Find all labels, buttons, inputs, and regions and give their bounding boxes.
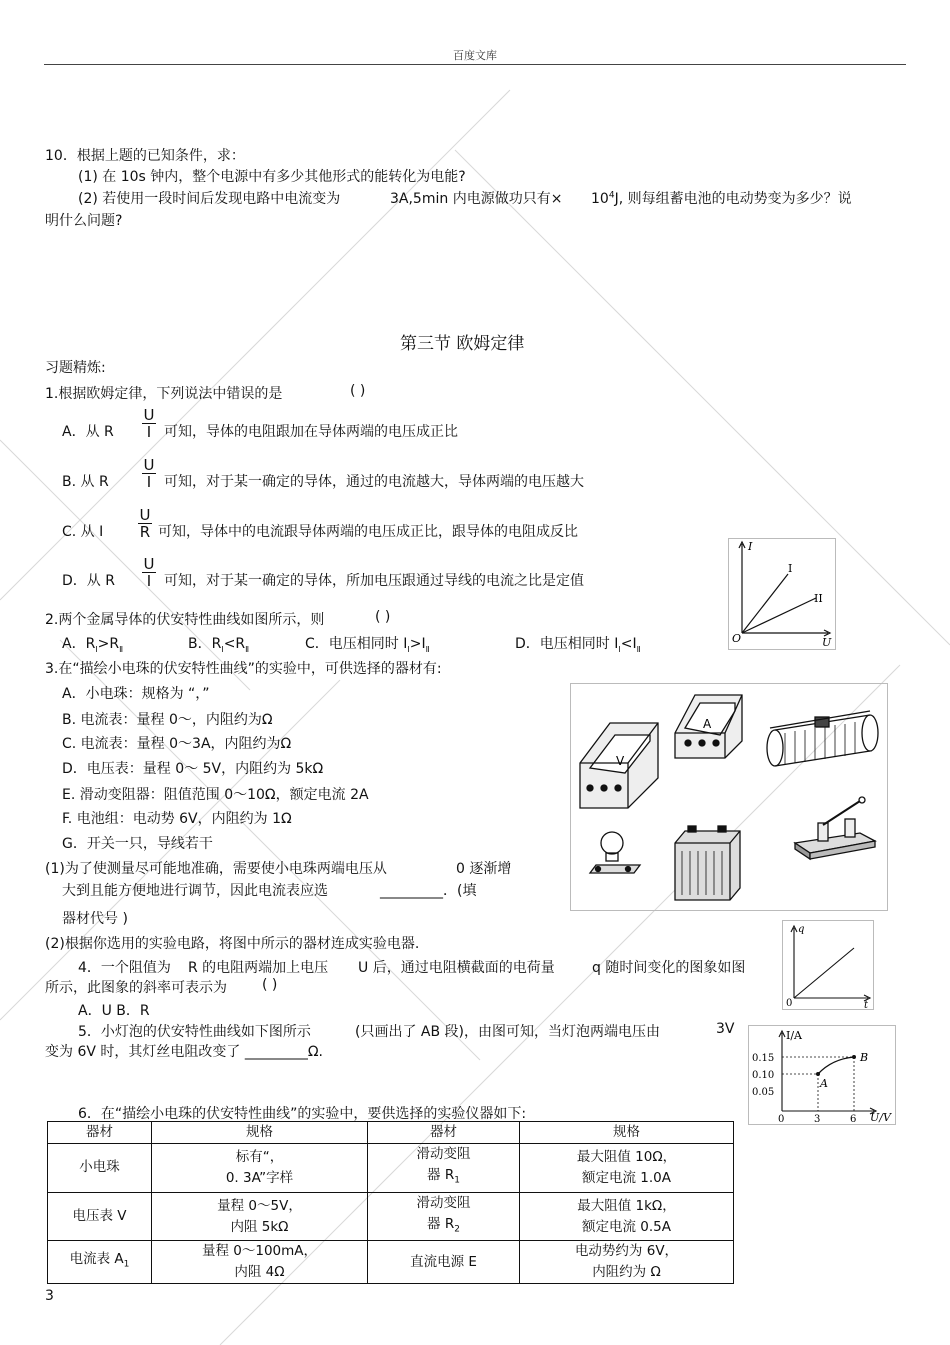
table-header-row: [48, 1122, 734, 1144]
page-number: 3: [45, 1288, 54, 1304]
q1-option-d-text: 可知，对于某一确定的导体，所加电压跟通过导线的电流之比是定值: [164, 573, 584, 589]
q3-sub1-b: 0 逐渐增: [456, 861, 512, 877]
table-cell: 电流表 $A_1$: [48, 1241, 152, 1284]
q5-iv-graph: [748, 1025, 896, 1125]
q5-xtick-3: 3: [814, 1114, 821, 1125]
q4-origin-label: 0: [786, 998, 793, 1009]
q10-title: 10．根据上题的已知条件，求：: [45, 148, 245, 164]
q1-option-a-pre: A．从 R: [62, 424, 114, 440]
q2-option-c: C．电压相同时 $I_Ⅰ>I_Ⅱ$: [305, 636, 430, 654]
iv-line-2: [742, 598, 816, 633]
q3-option-b: B. 电流表：量程 0～，内阻约为Ω: [62, 712, 273, 728]
q3-sub1-a: (1)为了使测量尽可能地准确，需要使小电珠两端电压从: [45, 861, 387, 877]
q2-stem: 2.两个金属导体的伏安特性曲线如图所示，则: [45, 612, 325, 628]
q3-sub1-c: 大到且能方便地进行调节，因此电流表应选: [62, 883, 328, 899]
switch-icon: [795, 797, 875, 859]
q4-charge-time-graph: [782, 920, 874, 1010]
q1-stem: 1.根据欧姆定律，下列说法中错误的是: [45, 386, 283, 402]
q2-iv-graph: [728, 538, 836, 650]
table-row: [48, 1192, 734, 1241]
point-a-marker: [816, 1072, 820, 1076]
q6-equipment-table: [47, 1121, 734, 1284]
q1-option-b-pre: B. 从 R: [62, 474, 109, 490]
q2-origin-label: O: [732, 632, 742, 645]
q5-ylabel: I/A: [786, 1029, 802, 1042]
q6-stem: 6．在“描绘小电珠的伏安特性曲线”的实验中，要供选择的实验仪器如下:: [78, 1106, 527, 1122]
table-cell: 直流电源 E: [368, 1241, 520, 1284]
table-cell: 最大阻值 10Ω， 额定电流 1.0A: [520, 1144, 734, 1193]
table-header: 规格: [152, 1122, 368, 1144]
q2-option-d: D．电压相同时 $I_Ⅰ<I_Ⅱ$: [515, 636, 641, 654]
q3-sub1-e: 器材代号 ): [62, 911, 128, 927]
q10-part1: (1) 在 10s 钟内，整个电源中有多少其他形式的能转化为电能?: [78, 169, 466, 185]
q5-xtick-0: 0: [778, 1114, 785, 1125]
q4-line2-a: 所示，此图象的斜率可表示为: [45, 980, 227, 996]
q5-ytick-010: 0.10: [752, 1070, 775, 1081]
q1-option-a-fraction: U I: [143, 406, 155, 441]
table-cell: 标有“， 0. 3A”字样: [152, 1144, 368, 1193]
table-cell: 小电珠: [48, 1144, 152, 1193]
q1-option-d-fraction: U I: [143, 555, 155, 590]
q5-line1-a: 5．小灯泡的伏安特性曲线如下图所示: [78, 1024, 311, 1040]
table-row: [48, 1241, 734, 1284]
practice-label: 习题精炼:: [45, 360, 106, 376]
section-title: 第三节 欧姆定律: [400, 334, 525, 354]
table-cell: 量程 0～5V， 内阻 5kΩ: [152, 1192, 368, 1241]
q4-options: A．U B．R: [78, 1003, 150, 1019]
q3-equipment-figure: [570, 683, 888, 911]
q1-answer-paren: ( ): [350, 383, 366, 399]
q10-part2-end: 明什么问题?: [45, 213, 123, 229]
table-cell: 滑动变阻 器 $R_2$: [368, 1192, 520, 1241]
table-header: 器材: [368, 1122, 520, 1144]
q3-option-c: C. 电流表：量程 0～3A，内阻约为Ω: [62, 736, 292, 752]
table-header: 规格: [520, 1122, 734, 1144]
q10-part2-b: 3A,5min 内电源做功只有×: [390, 191, 563, 207]
table-cell: 滑动变阻 器 $R_1$: [368, 1144, 520, 1193]
q4-answer-paren: ( ): [262, 977, 278, 993]
q2-option-b: B．$R_Ⅰ<R_Ⅱ$: [188, 636, 250, 654]
q1-option-b-text: 可知，对于某一确定的导体，通过的电流越大，导体两端的电压越大: [164, 474, 584, 490]
q5-ytick-015: 0.15: [752, 1053, 775, 1064]
q2-axis-i-label: I: [748, 540, 753, 553]
q5-xlabel: U/V: [870, 1111, 891, 1124]
battery-pack-icon: [675, 826, 740, 900]
q5-line1-b: (只画出了 AB 段)，由图可知，当灯泡两端电压由: [355, 1024, 661, 1040]
table-row: [48, 1144, 734, 1193]
q3-stem: 3.在“描绘小电珠的伏安特性曲线”的实验中，可供选择的器材有:: [45, 661, 442, 677]
point-b-marker: [852, 1055, 856, 1059]
header-rule: [44, 64, 906, 65]
q10-exponent: 4: [608, 190, 615, 201]
q2-answer-paren: ( ): [375, 609, 391, 625]
q5-point-a-label: A: [820, 1077, 828, 1090]
q4-line1-a: 4．一个阻值为: [78, 960, 171, 976]
table-cell: 电压表 V: [48, 1192, 152, 1241]
q3-option-f: F. 电池组：电动势 6V，内阻约为 1Ω: [62, 811, 292, 827]
q4-axis-q-label: q: [798, 924, 805, 935]
q1-option-b-fraction: U I: [143, 456, 155, 491]
q2-option-a: A．$R_Ⅰ>R_Ⅱ$: [62, 636, 124, 654]
q1-option-c-pre: C. 从 I: [62, 524, 104, 540]
q2-line1-label: I: [788, 562, 793, 575]
light-bulb-icon: [590, 832, 640, 873]
q2-line2-label: II: [814, 592, 823, 605]
q3-sub1-blank: _________．(填: [380, 883, 477, 899]
table-cell: 电动势约为 6V， 内阻约为 Ω: [520, 1241, 734, 1284]
q4-line1-d: q 随时间变化的图象如图: [592, 960, 746, 976]
q4-line1-b: R 的电阻两端加上电压: [188, 960, 329, 976]
q5-xtick-6: 6: [850, 1114, 857, 1125]
q2-axis-u-label: U: [822, 636, 832, 649]
table-cell: 量程 0～100mA， 内阻 4Ω: [152, 1241, 368, 1284]
voltmeter-label: V: [616, 754, 625, 768]
iv-line-1: [742, 574, 788, 633]
table-header: 器材: [48, 1122, 152, 1144]
q10-part2-a: (2) 若使用一段时间后发现电路中电流变为: [78, 191, 341, 207]
q5-ytick-005: 0.05: [752, 1087, 775, 1098]
q1-option-d-pre: D．从 R: [62, 573, 115, 589]
q1-option-c-fraction: U R: [139, 506, 151, 541]
q3-option-e: E. 滑动变阻器：阻值范围 0～10Ω，额定电流 2A: [62, 787, 369, 803]
q5-line1-c: 3V: [716, 1021, 735, 1037]
q4-axis-t-label: t: [864, 1000, 869, 1010]
q1-option-c-text: 可知，导体中的电流跟导体两端的电压成正比，跟导体的电阻成反比: [158, 524, 578, 540]
q1-option-a-text: 可知，导体的电阻跟加在导体两端的电压成正比: [164, 424, 458, 440]
q5-line2: 变为 6V 时，其灯丝电阻改变了 _________Ω.: [45, 1044, 323, 1060]
table-cell: 最大阻值 1kΩ， 额定电流 0.5A: [520, 1192, 734, 1241]
q3-option-a: A．小电珠：规格为 “，”: [62, 686, 210, 702]
q3-sub2: (2)根据你选用的实验电路，将图中所示的器材连成实验电器.: [45, 936, 420, 952]
header-site-name: 百度文库: [453, 49, 497, 62]
q3-option-g: G．开关一只，导线若干: [62, 836, 213, 852]
q4-line1-c: U 后，通过电阻横截面的电荷量: [358, 960, 555, 976]
q10-part2-c: $10^4J$, 则每组蓄电池的电动势变为多少？说: [591, 190, 852, 207]
rheostat-icon: [767, 711, 878, 766]
q5-point-b-label: B: [860, 1051, 869, 1064]
ammeter-label: A: [703, 717, 712, 731]
q3-option-d: D．电压表：量程 0～ 5V，内阻约为 5kΩ: [62, 761, 324, 777]
